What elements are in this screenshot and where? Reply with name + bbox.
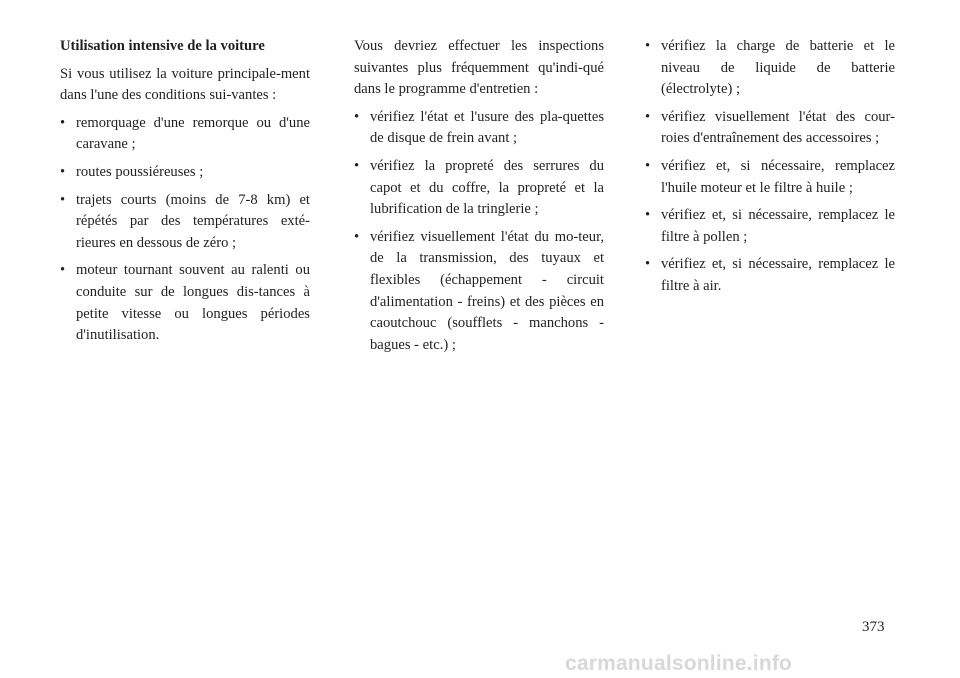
list-item <box>645 156 895 199</box>
bullet-icon: • <box>354 157 360 174</box>
list-item <box>354 107 604 150</box>
list-item-text: routes poussiéreuses ; <box>76 163 204 180</box>
list-item-text: vérifiez et, si nécessaire, remplacez le filtre à air. <box>661 256 895 294</box>
column-right <box>645 36 895 304</box>
bullet-icon: • <box>645 157 651 174</box>
inspections-intro-paragraph: Vous devriez effectuer les inspections suivantes plus fréquemment qu'indi-qué dans le programme d'entretien : <box>354 38 604 98</box>
inspections-list-continued <box>645 36 895 298</box>
list-item <box>645 254 895 297</box>
page-number: 373 <box>862 619 885 635</box>
bullet-icon: • <box>354 108 360 125</box>
watermark: carmanualsonline.info <box>565 652 793 675</box>
bullet-icon: • <box>354 228 360 245</box>
list-item-text: vérifiez visuellement l'état des cour-roies d'entraînement des accessoires ; <box>661 108 895 147</box>
column-middle <box>354 36 604 362</box>
bullet-icon: • <box>645 256 651 273</box>
list-item <box>354 156 604 221</box>
intro-paragraph: Si vous utilisez la voiture principale-ment dans l'une des conditions sui-vantes : <box>60 65 310 104</box>
bullet-icon: • <box>645 108 651 125</box>
column-left <box>60 36 310 353</box>
bullet-icon: • <box>60 191 66 208</box>
list-item <box>60 260 310 346</box>
inspections-list <box>354 107 604 357</box>
list-item <box>645 205 895 248</box>
list-item-text: vérifiez l'état et l'usure des pla-quettes de disque de frein avant ; <box>370 108 604 147</box>
list-item-text: vérifiez la charge de batterie et le niveau de liquide de batterie (électrolyte) ; <box>661 38 895 98</box>
bullet-icon: • <box>645 207 651 224</box>
section-heading: Utilisation intensive de la voiture <box>60 38 265 54</box>
list-item-text: vérifiez et, si nécessaire, remplacez l'huile moteur et le filtre à huile ; <box>661 157 895 196</box>
list-item <box>60 162 310 184</box>
list-item-text: trajets courts (moins de 7-8 km) et répétés par des températures exté-rieures en dessous de zéro ; <box>76 191 310 251</box>
conditions-list <box>60 113 310 347</box>
list-item <box>60 113 310 156</box>
list-item-text: remorquage d'une remorque ou d'une caravane ; <box>76 114 310 153</box>
list-item-text: vérifiez et, si nécessaire, remplacez le filtre à pollen ; <box>661 207 895 245</box>
list-item-text: moteur tournant souvent au ralenti ou conduite sur de longues dis-tances à petite vitesse ou longues périodes d'inutilisation. <box>76 262 310 344</box>
bullet-icon: • <box>60 114 66 131</box>
bullet-icon: • <box>645 38 651 54</box>
list-item-text: vérifiez visuellement l'état du mo-teur, de la transmission, des tuyaux et flexibles (échappement - circuit d'alimentation - freins) et des pièces en caoutchouc (soufflets - manchons - bagues - etc.) ; <box>370 228 604 353</box>
list-item <box>645 107 895 150</box>
bullet-icon: • <box>60 163 66 180</box>
list-item <box>354 227 604 357</box>
list-item <box>60 190 310 255</box>
bullet-icon: • <box>60 262 66 279</box>
list-item <box>645 36 895 101</box>
list-item-text: vérifiez la propreté des serrures du capot et du coffre, la propreté et la lubrification de la tringlerie ; <box>370 157 604 218</box>
